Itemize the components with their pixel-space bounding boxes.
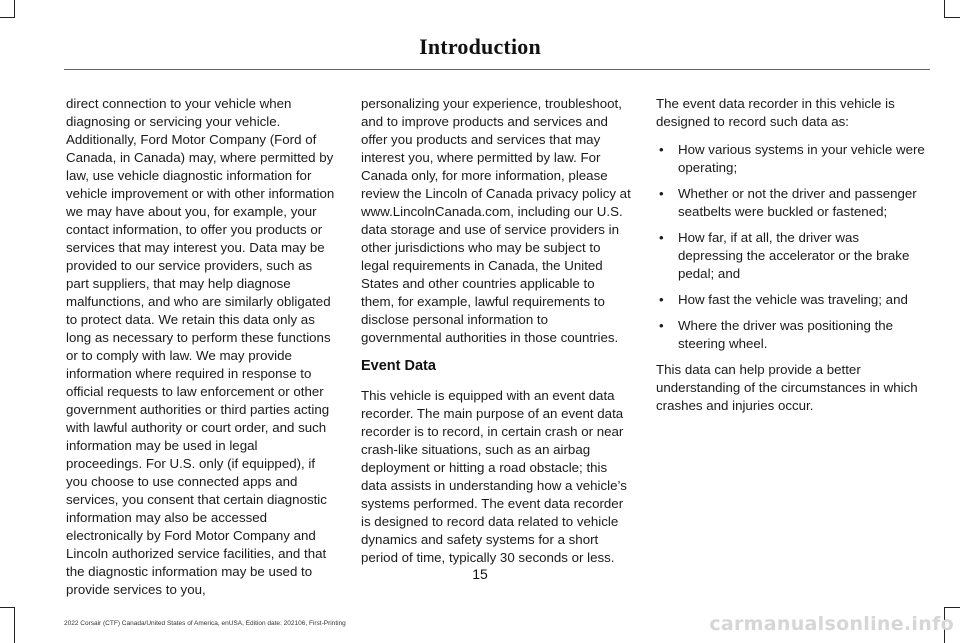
crop-mark-bottom-left-h [0,607,15,608]
page-title: Introduction [419,34,541,59]
list-item-text: How far, if at all, the driver was depressing the accelerator or the brake pedal; and [678,230,910,281]
bullet-icon: • [659,142,664,157]
list-item-text: How various systems in your vehicle were operating; [678,142,925,175]
crop-mark-bottom-left [14,607,15,643]
page-number: 15 [472,566,488,582]
body-paragraph: personalizing your experience, troubleshoot, and to improve products and services and offer you products and services that may interest you, where permitted by law. For Canada only, for more information, please review the Lincoln of Canada privacy policy at www.LincolnCanada.com, including our U.S. data storage and use of service providers in other jurisdictions who may be subject to legal requirements in Canada, the United States and other countries applicable to them, for example, lawful requirements to disclose personal information to governmental authorities in those countries. [361,96,631,345]
bullet-icon: • [659,318,664,333]
bullet-icon: • [659,186,664,201]
body-paragraph: This data can help provide a better understanding of the circumstances in which crashes and injuries occur. [656,362,918,413]
text-column-3 [656,95,926,425]
watermark-logo: carmanualsonline.info [709,613,954,635]
list-item [656,291,926,309]
body-paragraph: direct connection to your vehicle when diagnosing or servicing your vehicle. Additionally, Ford Motor Company (Ford of Canada, in Canada) may, where permitted by law, use vehicle diagnostic information for vehicle improvement or with other information we may have about you, for example, your contact information, to offer you products or services that may interest you. Data may be provided to our service providers, such as part suppliers, that may help diagnose malfunctions, and who are similarly obligated to protect data. We retain this data only as long as necessary to perform these functions or to comply with law. We may provide information where required in response to official requests to law enforcement or other government authorities or third parties acting with lawful authority or court order, and such information may be used in legal proceedings. For U.S. only (if equipped), if you choose to use connected apps and services, you consent that certain diagnostic information may also be accessed electronically by Ford Motor Company and Lincoln authorized service facilities, and that the diagnostic information may be used to provide services to you, [66,96,335,597]
list-item-text: Whether or not the driver and passenger seatbelts were buckled or fastened; [678,186,917,219]
body-paragraph: The event data recorder in this vehicle is designed to record such data as: [656,96,895,129]
list-item [656,317,926,353]
crop-mark-bottom-right-h [944,607,960,608]
crop-mark-top-left-h [0,17,15,18]
list-item [656,229,926,283]
bullet-icon: • [659,292,664,307]
text-column-1 [66,95,336,609]
bullet-list [656,141,926,353]
header-divider [64,69,930,70]
bullet-icon: • [659,230,664,245]
text-column-2 [361,95,631,577]
list-item-text: How fast the vehicle was traveling; and [678,292,908,307]
edition-footer: 2022 Corsair (CTF) Canada/United States of America, enUSA, Edition date: 202106, First-Printing [64,620,346,627]
section-heading-event-data: Event Data [361,358,436,374]
list-item-text: Where the driver was positioning the steering wheel. [678,318,894,351]
list-item [656,185,926,221]
body-paragraph: This vehicle is equipped with an event data recorder. The main purpose of an event data recorder is to record, in certain crash or near crash-like situations, such as an airbag deployment or hitting a road obstacle; this data assists in understanding how a vehicle’s systems performed. The event data recorder is designed to record data related to vehicle dynamics and safety systems for a short period of time, typically 30 seconds or less. [361,388,627,565]
list-item [656,141,926,177]
crop-mark-top-left [14,0,15,18]
crop-mark-top-right-h [944,17,960,18]
crop-mark-top-right [944,0,945,18]
